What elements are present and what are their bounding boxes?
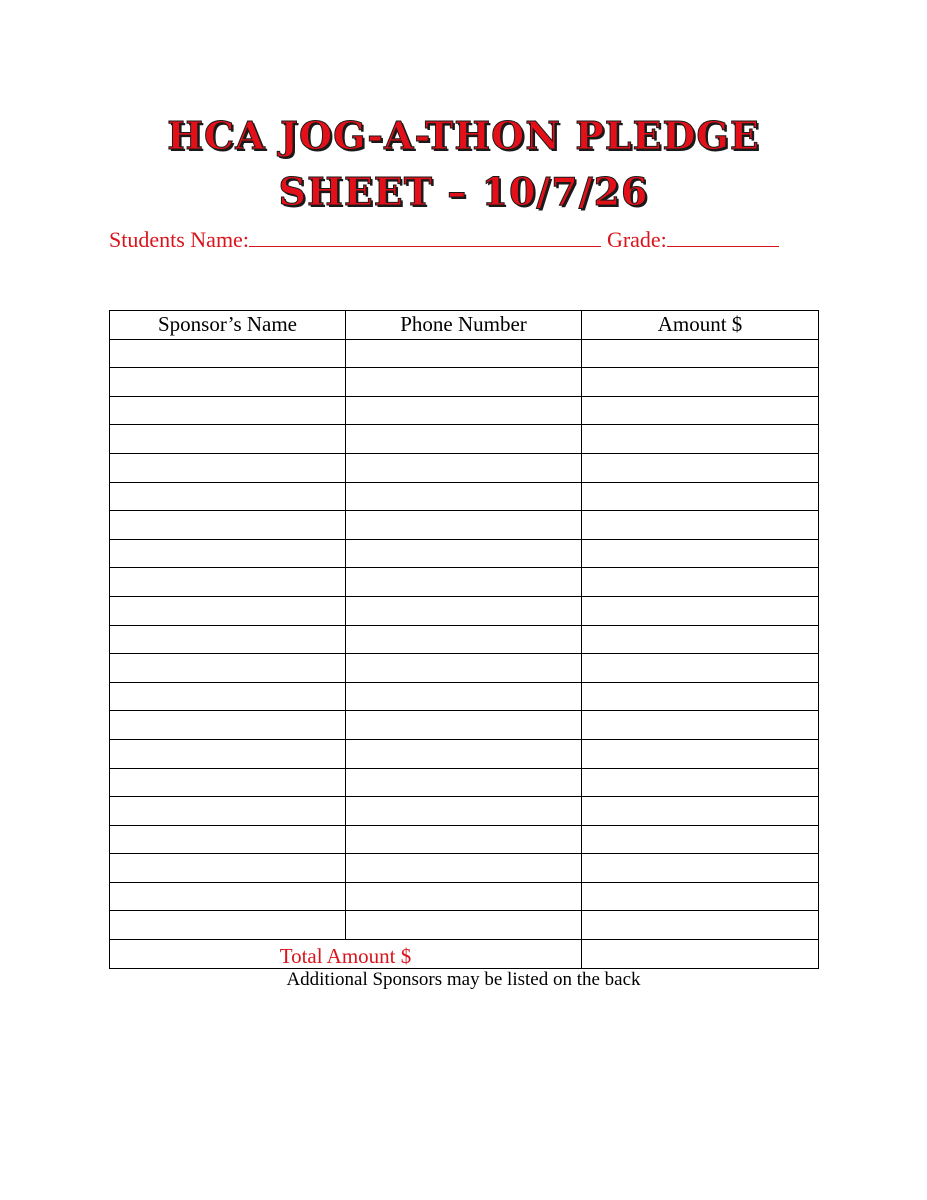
phone-number-cell[interactable] [346, 654, 582, 683]
phone-number-cell[interactable] [346, 768, 582, 797]
total-row [110, 940, 819, 969]
sponsor-name-cell[interactable] [110, 882, 346, 911]
phone-number-cell[interactable] [346, 882, 582, 911]
phone-number-cell[interactable] [346, 339, 582, 368]
phone-number-cell[interactable] [346, 453, 582, 482]
phone-number-cell[interactable] [346, 539, 582, 568]
amount-cell[interactable] [582, 739, 819, 768]
total-amount-cell[interactable] [582, 940, 819, 969]
table-row [110, 911, 819, 940]
table-row [110, 568, 819, 597]
phone-number-cell[interactable] [346, 711, 582, 740]
page-title [60, 108, 867, 220]
amount-cell[interactable] [582, 654, 819, 683]
sponsor-name-cell[interactable] [110, 368, 346, 397]
amount-cell[interactable] [582, 882, 819, 911]
phone-number-cell[interactable] [346, 625, 582, 654]
amount-cell[interactable] [582, 825, 819, 854]
header-sponsor-name: Sponsor’s Name [110, 311, 346, 340]
amount-cell[interactable] [582, 368, 819, 397]
table-header-row [110, 311, 819, 340]
sponsor-name-cell[interactable] [110, 482, 346, 511]
phone-number-cell[interactable] [346, 797, 582, 826]
table-row [110, 882, 819, 911]
student-name-label: Students Name: [109, 227, 249, 252]
table-row [110, 539, 819, 568]
table-row [110, 797, 819, 826]
table-row [110, 511, 819, 540]
title-line-2: SHEET – 10/7/26 [278, 169, 649, 214]
phone-number-cell[interactable] [346, 854, 582, 883]
amount-cell[interactable] [582, 711, 819, 740]
table-row [110, 368, 819, 397]
sponsor-name-cell[interactable] [110, 911, 346, 940]
phone-number-cell[interactable] [346, 682, 582, 711]
sponsor-name-cell[interactable] [110, 425, 346, 454]
table-row [110, 482, 819, 511]
phone-number-cell[interactable] [346, 568, 582, 597]
phone-number-cell[interactable] [346, 825, 582, 854]
amount-cell[interactable] [582, 911, 819, 940]
amount-cell[interactable] [582, 596, 819, 625]
footer-note: Additional Sponsors may be listed on the back [286, 969, 641, 990]
table-row [110, 854, 819, 883]
sponsor-name-cell[interactable] [110, 739, 346, 768]
pledge-table-body [110, 339, 819, 939]
table-row [110, 682, 819, 711]
sponsor-name-cell[interactable] [110, 396, 346, 425]
sponsor-name-cell[interactable] [110, 768, 346, 797]
table-row [110, 739, 819, 768]
table-row [110, 711, 819, 740]
table-row [110, 396, 819, 425]
phone-number-cell[interactable] [346, 396, 582, 425]
amount-cell[interactable] [582, 482, 819, 511]
amount-cell[interactable] [582, 682, 819, 711]
phone-number-cell[interactable] [346, 911, 582, 940]
sponsor-name-cell[interactable] [110, 339, 346, 368]
table-row [110, 339, 819, 368]
table-row [110, 625, 819, 654]
grade-field[interactable] [667, 226, 779, 247]
amount-cell[interactable] [582, 453, 819, 482]
sponsor-name-cell[interactable] [110, 654, 346, 683]
student-name-field[interactable] [249, 226, 601, 247]
amount-cell[interactable] [582, 539, 819, 568]
phone-number-cell[interactable] [346, 368, 582, 397]
sponsor-name-cell[interactable] [110, 682, 346, 711]
amount-cell[interactable] [582, 854, 819, 883]
amount-cell[interactable] [582, 797, 819, 826]
amount-cell[interactable] [582, 425, 819, 454]
table-row [110, 825, 819, 854]
phone-number-cell[interactable] [346, 425, 582, 454]
amount-cell[interactable] [582, 625, 819, 654]
table-row [110, 596, 819, 625]
student-info-line [109, 226, 779, 253]
grade-label: Grade: [606, 227, 667, 252]
table-row [110, 768, 819, 797]
amount-cell[interactable] [582, 396, 819, 425]
phone-number-cell[interactable] [346, 739, 582, 768]
title-line-1: HCA JOG-A-THON PLEDGE [167, 113, 760, 158]
sponsor-name-cell[interactable] [110, 854, 346, 883]
sponsor-name-cell[interactable] [110, 625, 346, 654]
sponsor-name-cell[interactable] [110, 453, 346, 482]
header-phone-number: Phone Number [346, 311, 582, 340]
phone-number-cell[interactable] [346, 596, 582, 625]
sponsor-name-cell[interactable] [110, 568, 346, 597]
sponsor-name-cell[interactable] [110, 797, 346, 826]
phone-number-cell[interactable] [346, 511, 582, 540]
amount-cell[interactable] [582, 568, 819, 597]
sponsor-name-cell[interactable] [110, 511, 346, 540]
amount-cell[interactable] [582, 511, 819, 540]
sponsor-name-cell[interactable] [110, 825, 346, 854]
sponsor-name-cell[interactable] [110, 711, 346, 740]
table-row [110, 654, 819, 683]
table-row [110, 453, 819, 482]
amount-cell[interactable] [582, 339, 819, 368]
phone-number-cell[interactable] [346, 482, 582, 511]
header-amount: Amount $ [582, 311, 819, 340]
pledge-table [109, 310, 819, 969]
total-amount-label: Total Amount $ [110, 940, 582, 969]
sponsor-name-cell[interactable] [110, 539, 346, 568]
amount-cell[interactable] [582, 768, 819, 797]
sponsor-name-cell[interactable] [110, 596, 346, 625]
table-row [110, 425, 819, 454]
